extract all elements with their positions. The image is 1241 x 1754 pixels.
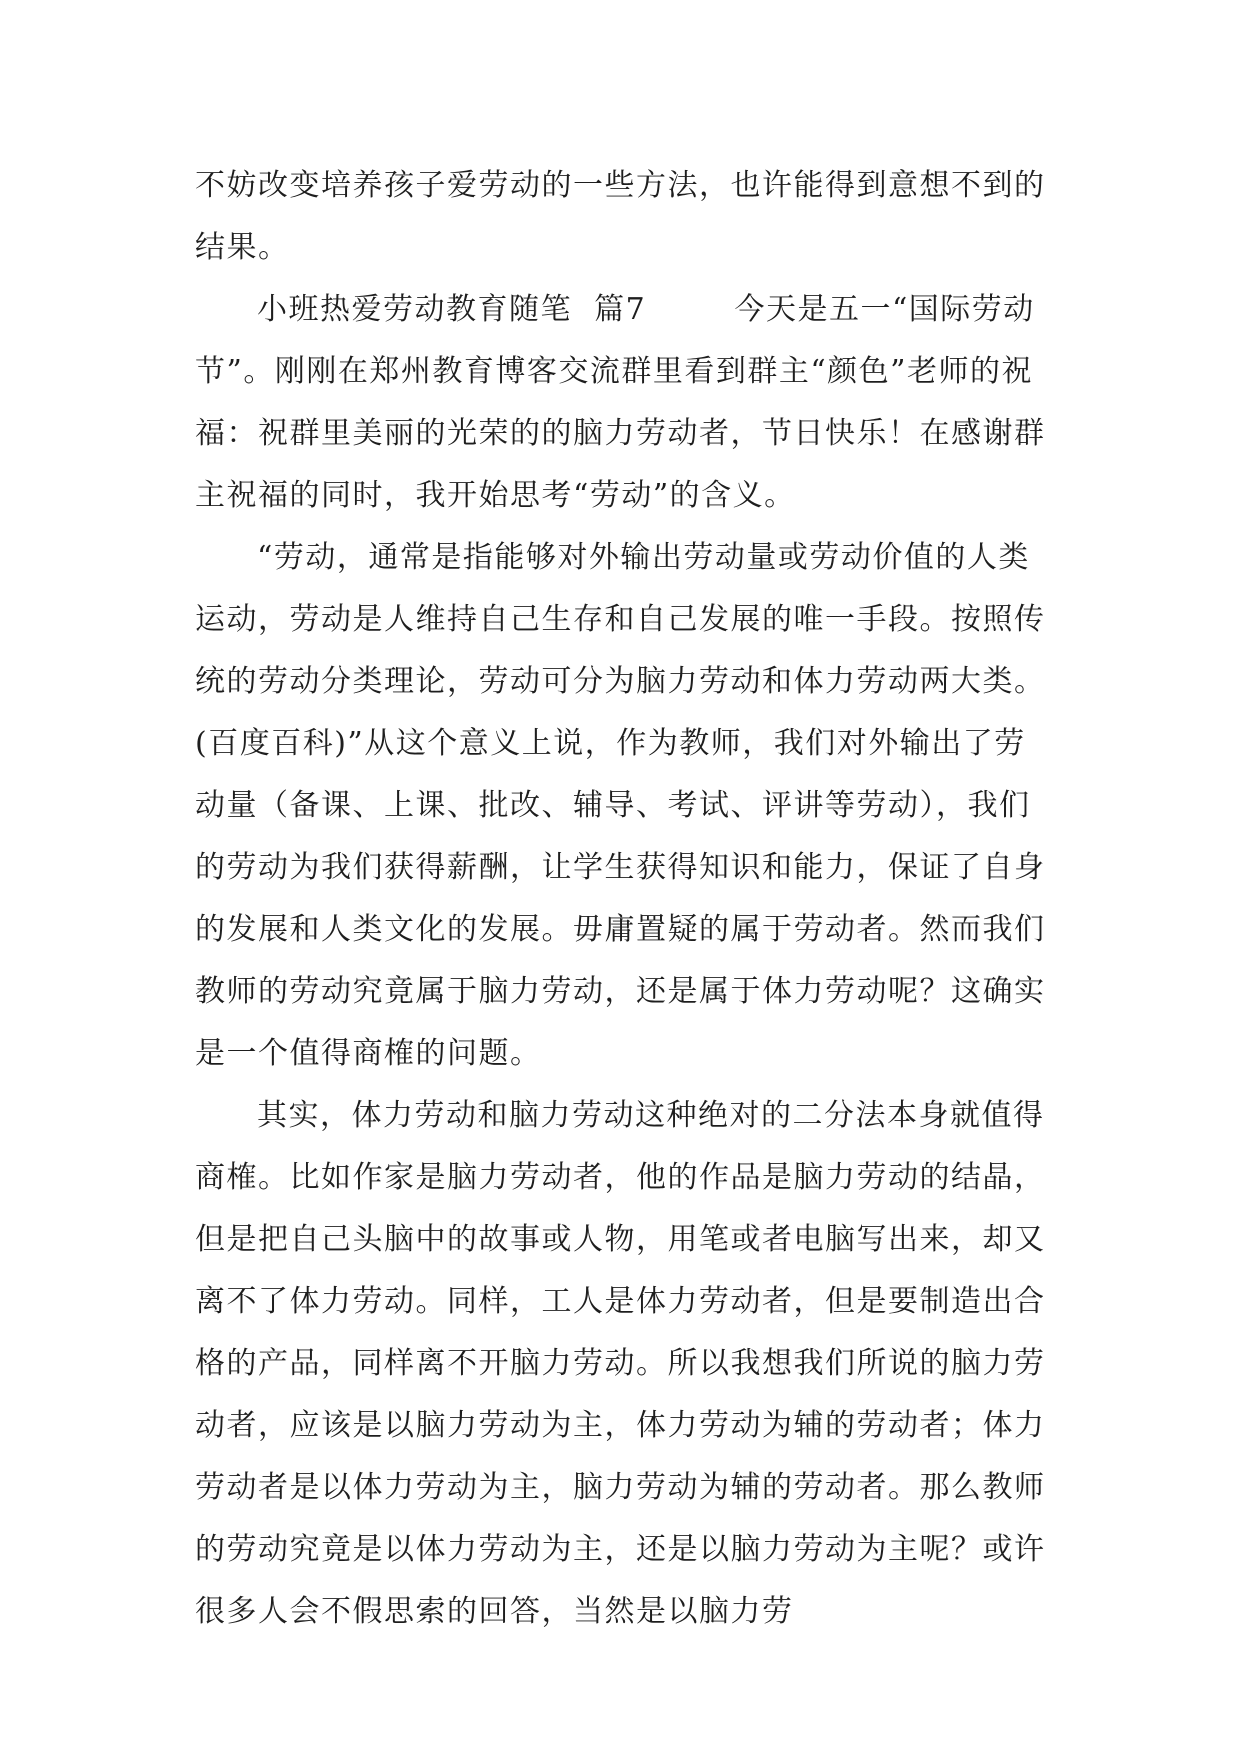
paragraph-definition: “劳动，通常是指能够对外输出劳动量或劳动价值的人类运动，劳动是人维持自己生存和自己发展的唯一手段。按照传统的劳动分类理论，劳动可分为脑力劳动和体力劳动两大类。(百度百科)”从这个意义上说，作为教师，我们对外输出了劳动量（备课、上课、批改、辅导、考试、评讲等劳动），我们的劳动为我们获得薪酬，让学生获得知识和能力，保证了自身的发展和人类文化的发展。毋庸置疑的属于劳动者。然而我们教师的劳动究竟属于脑力劳动，还是属于体力劳动呢？这确实是一个值得商榷的问题。 — [195, 540, 1046, 1071]
paragraph-discussion: 其实，体力劳动和脑力劳动这种绝对的二分法本身就值得商榷。比如作家是脑力劳动者，他的作品是脑力劳动的结晶，但是把自己头脑中的故事或人物，用笔或者电脑写出来，却又离不了体力劳动。同样，工人是体力劳动者，但是要制造出合格的产品，同样离不开脑力劳动。所以我想我们所说的脑力劳动者，应该是以脑力劳动为主，体力劳动为辅的劳动者；体力劳动者是以体力劳动为主，脑力劳动为辅的劳动者。那么教师的劳动究竟是以体力劳动为主，还是以脑力劳动为主呢？或许很多人会不假思索的回答，当然是以脑力劳 — [195, 1098, 1046, 1629]
document-body — [195, 155, 1050, 1643]
paragraph-continuation: 不妨改变培养孩子爱劳动的一些方法，也许能得到意想不到的结果。 — [195, 168, 1046, 265]
paragraph-section-heading: 小班热爱劳动教育随笔 篇7 今天是五一“国际劳动节”。刚刚在郑州教育博客交流群里看到群主“颜色”老师的祝福：祝群里美丽的光荣的的脑力劳动者，节日快乐！在感谢群主祝福的同时，我开始思考“劳动”的含义。 — [195, 292, 1046, 513]
